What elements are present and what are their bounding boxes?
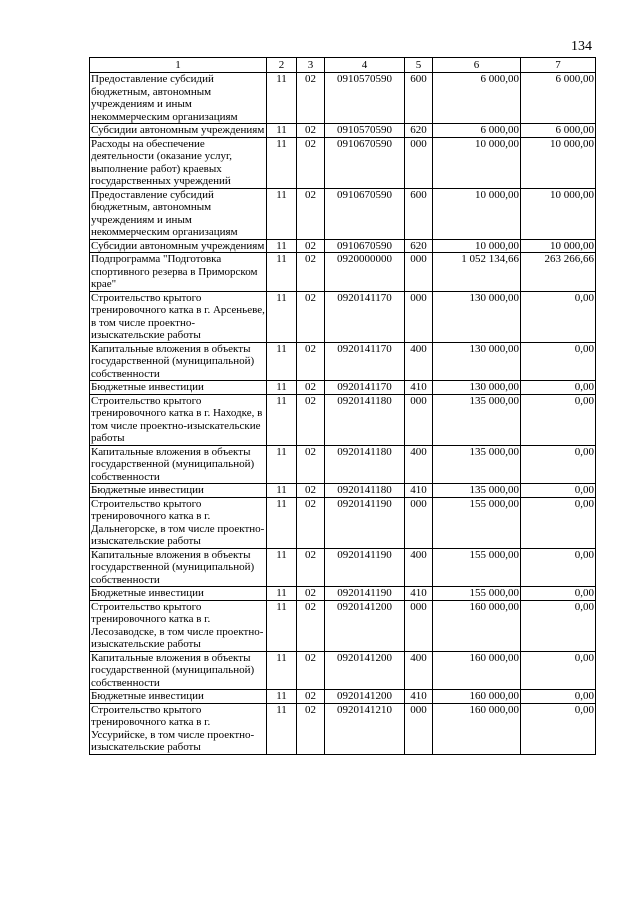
table-row <box>90 587 596 601</box>
column-header: 5 <box>405 58 433 73</box>
subsection-code-cell: 02 <box>297 124 325 138</box>
table-row <box>90 651 596 690</box>
section-code-cell: 11 <box>267 381 297 395</box>
subsection-code-cell: 02 <box>297 381 325 395</box>
expense-name-cell: Предоставление субсидий бюджетным, автономным учреждениям и иным некоммерческим организациям <box>90 188 267 239</box>
expense-type-cell: 000 <box>405 253 433 292</box>
amount-col6-cell: 10 000,00 <box>433 137 521 188</box>
expense-type-cell: 410 <box>405 381 433 395</box>
expense-type-cell: 000 <box>405 497 433 548</box>
table-row <box>90 703 596 754</box>
amount-col7-cell: 0,00 <box>521 342 596 381</box>
amount-col7-cell: 0,00 <box>521 484 596 498</box>
amount-col7-cell: 0,00 <box>521 497 596 548</box>
amount-col6-cell: 155 000,00 <box>433 548 521 587</box>
table-row <box>90 73 596 124</box>
subsection-code-cell: 02 <box>297 137 325 188</box>
expense-type-cell: 600 <box>405 188 433 239</box>
table-row <box>90 188 596 239</box>
table-row <box>90 291 596 342</box>
target-article-cell: 0920141170 <box>325 342 405 381</box>
subsection-code-cell: 02 <box>297 253 325 292</box>
amount-col6-cell: 135 000,00 <box>433 394 521 445</box>
expense-type-cell: 400 <box>405 548 433 587</box>
section-code-cell: 11 <box>267 690 297 704</box>
budget-table <box>89 57 596 755</box>
amount-col6-cell: 160 000,00 <box>433 690 521 704</box>
expense-name-cell: Строительство крытого тренировочного катка в г. Лесозаводске, в том числе проектно-изыскательские работы <box>90 600 267 651</box>
target-article-cell: 0920141190 <box>325 587 405 601</box>
amount-col7-cell: 6 000,00 <box>521 73 596 124</box>
amount-col6-cell: 135 000,00 <box>433 484 521 498</box>
amount-col6-cell: 1 052 134,66 <box>433 253 521 292</box>
expense-type-cell: 410 <box>405 587 433 601</box>
target-article-cell: 0920141180 <box>325 484 405 498</box>
subsection-code-cell: 02 <box>297 690 325 704</box>
amount-col7-cell: 0,00 <box>521 381 596 395</box>
table-row <box>90 548 596 587</box>
expense-type-cell: 620 <box>405 124 433 138</box>
amount-col6-cell: 155 000,00 <box>433 587 521 601</box>
amount-col6-cell: 155 000,00 <box>433 497 521 548</box>
expense-name-cell: Бюджетные инвестиции <box>90 484 267 498</box>
expense-name-cell: Капитальные вложения в объекты государственной (муниципальной) собственности <box>90 342 267 381</box>
subsection-code-cell: 02 <box>297 73 325 124</box>
expense-name-cell: Предоставление субсидий бюджетным, автономным учреждениям и иным некоммерческим организациям <box>90 73 267 124</box>
expense-name-cell: Строительство крытого тренировочного катка в г. Арсеньеве, в том числе проектно-изыскательские работы <box>91 291 265 341</box>
amount-col7-cell: 0,00 <box>521 703 596 754</box>
amount-col7-cell: 0,00 <box>521 291 596 342</box>
amount-col7-cell: 10 000,00 <box>521 239 596 253</box>
section-code-cell: 11 <box>267 291 297 342</box>
expense-name-cell: Субсидии автономным учреждениям <box>90 239 267 253</box>
target-article-cell: 0920141200 <box>325 600 405 651</box>
expense-name-cell: Капитальные вложения в объекты государственной (муниципальной) собственности <box>90 548 267 587</box>
amount-col6-cell: 130 000,00 <box>433 381 521 395</box>
expense-name-cell: Строительство крытого тренировочного катка в г. Уссурийске, в том числе проектно-изыскательские работы <box>90 703 267 754</box>
amount-col6-cell: 10 000,00 <box>433 188 521 239</box>
amount-col6-cell: 6 000,00 <box>433 73 521 124</box>
column-header: 6 <box>433 58 521 73</box>
section-code-cell: 11 <box>267 445 297 484</box>
budget-table-body <box>90 73 596 755</box>
expense-name-cell: Капитальные вложения в объекты государственной (муниципальной) собственности <box>90 445 267 484</box>
amount-col7-cell: 0,00 <box>521 690 596 704</box>
expense-type-cell: 000 <box>405 291 433 342</box>
column-header: 7 <box>521 58 596 73</box>
section-code-cell: 11 <box>267 73 297 124</box>
expense-type-cell: 000 <box>405 394 433 445</box>
table-row <box>90 124 596 138</box>
section-code-cell: 11 <box>267 239 297 253</box>
expense-name-cell: Строительство крытого тренировочного катка в г. Дальнегорске, в том числе проектно-изыскательские работы <box>90 497 267 548</box>
table-row <box>90 394 596 445</box>
expense-type-cell: 410 <box>405 690 433 704</box>
amount-col7-cell: 0,00 <box>521 600 596 651</box>
table-row <box>90 445 596 484</box>
subsection-code-cell: 02 <box>297 587 325 601</box>
expense-type-cell: 620 <box>405 239 433 253</box>
column-number-row <box>90 58 596 73</box>
expense-type-cell: 410 <box>405 484 433 498</box>
amount-col6-cell: 160 000,00 <box>433 600 521 651</box>
section-code-cell: 11 <box>267 548 297 587</box>
amount-col7-cell: 10 000,00 <box>521 137 596 188</box>
table-row <box>90 342 596 381</box>
section-code-cell: 11 <box>267 124 297 138</box>
expense-name-cell: Субсидии автономным учреждениям <box>90 124 267 138</box>
section-code-cell: 11 <box>267 342 297 381</box>
subsection-code-cell: 02 <box>297 497 325 548</box>
subsection-code-cell: 02 <box>297 291 325 342</box>
section-code-cell: 11 <box>267 188 297 239</box>
subsection-code-cell: 02 <box>297 600 325 651</box>
expense-name-cell: Бюджетные инвестиции <box>90 587 267 601</box>
table-row <box>90 497 596 548</box>
expense-type-cell: 400 <box>405 445 433 484</box>
subsection-code-cell: 02 <box>297 445 325 484</box>
section-code-cell: 11 <box>267 137 297 188</box>
expense-name-cell: Строительство крытого тренировочного катка в г. Находке, в том числе проектно-изыскательские работы <box>90 394 267 445</box>
target-article-cell: 0920141200 <box>325 690 405 704</box>
table-row <box>90 600 596 651</box>
target-article-cell: 0920141180 <box>325 394 405 445</box>
expense-name-cell: Капитальные вложения в объекты государственной (муниципальной) собственности <box>90 651 267 690</box>
target-article-cell: 0910670590 <box>325 137 405 188</box>
table-row <box>90 137 596 188</box>
amount-col7-cell: 6 000,00 <box>521 124 596 138</box>
target-article-cell: 0920141190 <box>325 548 405 587</box>
amount-col6-cell: 130 000,00 <box>433 342 521 381</box>
table-row <box>90 484 596 498</box>
section-code-cell: 11 <box>267 484 297 498</box>
section-code-cell: 11 <box>267 651 297 690</box>
target-article-cell: 0920141210 <box>325 703 405 754</box>
table-row <box>90 239 596 253</box>
amount-col7-cell: 0,00 <box>521 548 596 587</box>
table-row <box>90 381 596 395</box>
section-code-cell: 11 <box>267 587 297 601</box>
subsection-code-cell: 02 <box>297 703 325 754</box>
subsection-code-cell: 02 <box>297 484 325 498</box>
subsection-code-cell: 02 <box>297 342 325 381</box>
amount-col6-cell: 160 000,00 <box>433 651 521 690</box>
section-code-cell: 11 <box>267 497 297 548</box>
column-header: 3 <box>297 58 325 73</box>
section-code-cell: 11 <box>267 600 297 651</box>
section-code-cell: 11 <box>267 394 297 445</box>
expense-type-cell: 000 <box>405 137 433 188</box>
amount-col7-cell: 263 266,66 <box>521 253 596 292</box>
expense-type-cell: 000 <box>405 600 433 651</box>
target-article-cell: 0920141200 <box>325 651 405 690</box>
subsection-code-cell: 02 <box>297 651 325 690</box>
expense-type-cell: 400 <box>405 651 433 690</box>
expense-name-cell: Бюджетные инвестиции <box>90 690 267 704</box>
column-header: 4 <box>325 58 405 73</box>
target-article-cell: 0910670590 <box>325 188 405 239</box>
target-article-cell: 0910670590 <box>325 239 405 253</box>
target-article-cell: 0910570590 <box>325 73 405 124</box>
amount-col6-cell: 10 000,00 <box>433 239 521 253</box>
subsection-code-cell: 02 <box>297 239 325 253</box>
section-code-cell: 11 <box>267 253 297 292</box>
amount-col7-cell: 10 000,00 <box>521 188 596 239</box>
amount-col7-cell: 0,00 <box>521 651 596 690</box>
amount-col6-cell: 135 000,00 <box>433 445 521 484</box>
target-article-cell: 0920141190 <box>325 497 405 548</box>
amount-col6-cell: 160 000,00 <box>433 703 521 754</box>
page-number: 134 <box>571 39 592 54</box>
expense-name-cell: Расходы на обеспечение деятельности (оказание услуг, выполнение работ) краевых государственных учреждений <box>90 137 267 188</box>
amount-col7-cell: 0,00 <box>521 394 596 445</box>
expense-name-cell: Бюджетные инвестиции <box>90 381 267 395</box>
amount-col6-cell: 130 000,00 <box>433 291 521 342</box>
target-article-cell: 0920141180 <box>325 445 405 484</box>
amount-col7-cell: 0,00 <box>521 445 596 484</box>
subsection-code-cell: 02 <box>297 188 325 239</box>
subsection-code-cell: 02 <box>297 548 325 587</box>
section-code-cell: 11 <box>267 703 297 754</box>
column-header: 2 <box>267 58 297 73</box>
target-article-cell: 0910570590 <box>325 124 405 138</box>
target-article-cell: 0920141170 <box>325 381 405 395</box>
subsection-code-cell: 02 <box>297 394 325 445</box>
amount-col6-cell: 6 000,00 <box>433 124 521 138</box>
expense-name-cell: Подпрограмма "Подготовка спортивного резерва в Приморском крае" <box>90 253 267 292</box>
target-article-cell: 0920000000 <box>325 253 405 292</box>
expense-type-cell: 000 <box>405 703 433 754</box>
expense-type-cell: 600 <box>405 73 433 124</box>
amount-col7-cell: 0,00 <box>521 587 596 601</box>
target-article-cell: 0920141170 <box>325 291 405 342</box>
column-header: 1 <box>90 58 267 73</box>
table-row <box>90 690 596 704</box>
table-row <box>90 253 596 292</box>
expense-type-cell: 400 <box>405 342 433 381</box>
